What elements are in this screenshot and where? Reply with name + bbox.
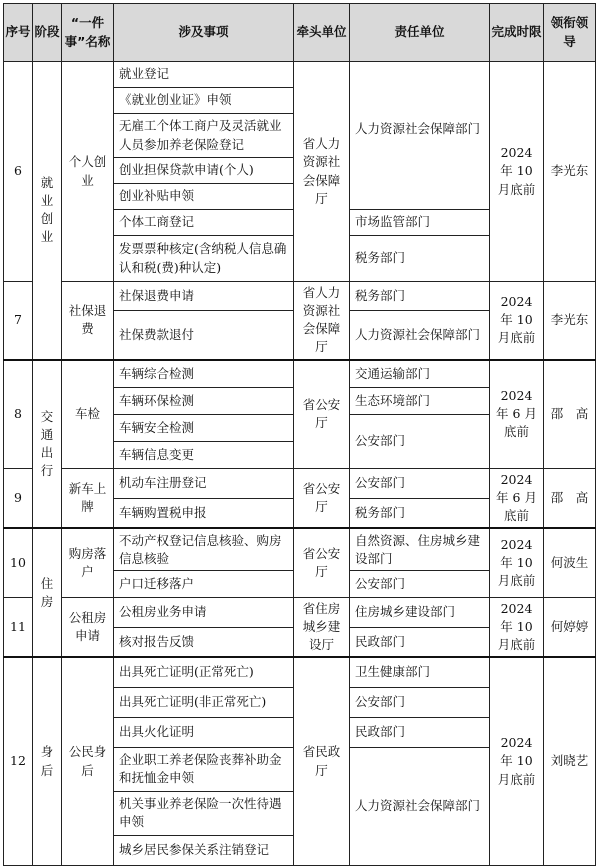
leader-cell: 刘晓艺 (544, 657, 596, 865)
matter-cell: 车辆信息变更 (114, 442, 294, 469)
seq-cell: 12 (4, 657, 33, 865)
matter-cell: 《就业创业证》申领 (114, 88, 294, 114)
leader-cell: 邵 高 (544, 469, 596, 529)
name-cell: 公民身后 (62, 657, 114, 865)
seq-cell: 6 (4, 62, 33, 282)
table-row (4, 282, 596, 311)
matter-cell: 社保退费申请 (114, 282, 294, 311)
resp-unit-cell: 税务部门 (350, 236, 490, 282)
matter-cell: 车辆环保检测 (114, 388, 294, 415)
matter-cell: 车辆综合检测 (114, 360, 294, 388)
resp-unit-cell: 税务部门 (350, 498, 490, 528)
matter-cell: 出具死亡证明(非正常死亡) (114, 687, 294, 717)
resp-unit-cell: 生态环境部门 (350, 388, 490, 415)
table-row (4, 657, 596, 687)
matter-cell: 城乡居民参保关系注销登记 (114, 835, 294, 865)
resp-unit-cell: 民政部门 (350, 627, 490, 657)
table-row (4, 360, 596, 388)
seq-cell: 10 (4, 528, 33, 597)
lead-unit-cell: 省公安厅 (294, 528, 350, 597)
seq-cell: 11 (4, 597, 33, 657)
header-deadline: 完成时限 (490, 4, 544, 62)
leader-cell: 李光东 (544, 62, 596, 282)
matter-cell: 创业担保贷款申请(个人) (114, 158, 294, 184)
deadline-cell: 2024 年 10 月底前 (490, 282, 544, 360)
seq-cell: 8 (4, 360, 33, 469)
matter-cell: 企业职工养老保险丧葬补助金和抚恤金申领 (114, 747, 294, 791)
header-stage: 阶段 (33, 4, 62, 62)
lead-unit-cell: 省住房城乡建设厅 (294, 597, 350, 657)
resp-unit-cell: 人力资源社会保障部门 (350, 62, 490, 210)
leader-cell: 李光东 (544, 282, 596, 360)
deadline-cell: 2024 年 10 月底前 (490, 657, 544, 865)
resp-unit-cell: 市场监管部门 (350, 210, 490, 236)
matter-cell: 车辆购置税申报 (114, 498, 294, 528)
leader-cell: 邵 高 (544, 360, 596, 469)
header-seq: 序号 (4, 4, 33, 62)
deadline-cell: 2024 年 10 月底前 (490, 528, 544, 597)
resp-unit-cell: 公安部门 (350, 415, 490, 469)
matter-cell: 社保费款退付 (114, 310, 294, 359)
lead-unit-cell: 省民政厅 (294, 657, 350, 865)
header-matters: 涉及事项 (114, 4, 294, 62)
resp-unit-cell: 民政部门 (350, 717, 490, 747)
deadline-cell: 2024 年 10 月底前 (490, 597, 544, 657)
deadline-cell: 2024 年 10 月底前 (490, 62, 544, 282)
resp-unit-cell: 自然资源、住房城乡建设部门 (350, 528, 490, 570)
matter-cell: 车辆安全检测 (114, 415, 294, 442)
leader-cell: 何波生 (544, 528, 596, 597)
table-row (4, 528, 596, 570)
lead-unit-cell: 省人力资源社会保障厅 (294, 282, 350, 360)
matter-cell: 公租房业务申请 (114, 597, 294, 627)
seq-cell: 9 (4, 469, 33, 529)
matter-cell: 不动产权登记信息核验、购房信息核验 (114, 528, 294, 570)
deadline-cell: 2024 年 6 月底前 (490, 360, 544, 469)
stage-cell: 交通出行 (33, 360, 62, 529)
name-cell: 新车上牌 (62, 469, 114, 529)
matter-cell: 发票票种核定(含纳税人信息确认和税(费)种认定) (114, 236, 294, 282)
table-row (4, 62, 596, 88)
resp-unit-cell: 住房城乡建设部门 (350, 597, 490, 627)
lead-unit-cell: 省公安厅 (294, 360, 350, 469)
matter-cell: 机关事业养老保险一次性待遇申领 (114, 791, 294, 835)
tasks-table (3, 3, 596, 866)
resp-unit-cell: 人力资源社会保障部门 (350, 310, 490, 359)
header-lead-unit: 牵头单位 (294, 4, 350, 62)
name-cell: 公租房申请 (62, 597, 114, 657)
stage-cell: 身后 (33, 657, 62, 865)
header-resp-unit: 责任单位 (350, 4, 490, 62)
table-row (4, 469, 596, 499)
matter-cell: 户口迁移落户 (114, 570, 294, 597)
resp-unit-cell: 税务部门 (350, 282, 490, 311)
resp-unit-cell: 公安部门 (350, 469, 490, 499)
matter-cell: 出具火化证明 (114, 717, 294, 747)
resp-unit-cell: 公安部门 (350, 570, 490, 597)
seq-cell: 7 (4, 282, 33, 360)
header-name: “一件事”名称 (62, 4, 114, 62)
resp-unit-cell: 公安部门 (350, 687, 490, 717)
stage-cell: 就业创业 (33, 62, 62, 360)
matter-cell: 出具死亡证明(正常死亡) (114, 657, 294, 687)
matter-cell: 无雇工个体工商户及灵活就业人员参加养老保险登记 (114, 114, 294, 158)
resp-unit-cell: 人力资源社会保障部门 (350, 747, 490, 865)
header-row (4, 4, 596, 62)
matter-cell: 机动车注册登记 (114, 469, 294, 499)
matter-cell: 创业补贴申领 (114, 184, 294, 210)
name-cell: 购房落户 (62, 528, 114, 597)
lead-unit-cell: 省公安厅 (294, 469, 350, 529)
name-cell: 个人创业 (62, 62, 114, 282)
name-cell: 车检 (62, 360, 114, 469)
name-cell: 社保退费 (62, 282, 114, 360)
resp-unit-cell: 交通运输部门 (350, 360, 490, 388)
matter-cell: 核对报告反馈 (114, 627, 294, 657)
deadline-cell: 2024 年 6 月底前 (490, 469, 544, 529)
stage-cell: 住房 (33, 528, 62, 657)
lead-unit-cell: 省人力资源社会保障厅 (294, 62, 350, 282)
matter-cell: 个体工商登记 (114, 210, 294, 236)
leader-cell: 何婷婷 (544, 597, 596, 657)
matter-cell: 就业登记 (114, 62, 294, 88)
resp-unit-cell: 卫生健康部门 (350, 657, 490, 687)
table-row (4, 597, 596, 627)
header-leader: 领衔领导 (544, 4, 596, 62)
